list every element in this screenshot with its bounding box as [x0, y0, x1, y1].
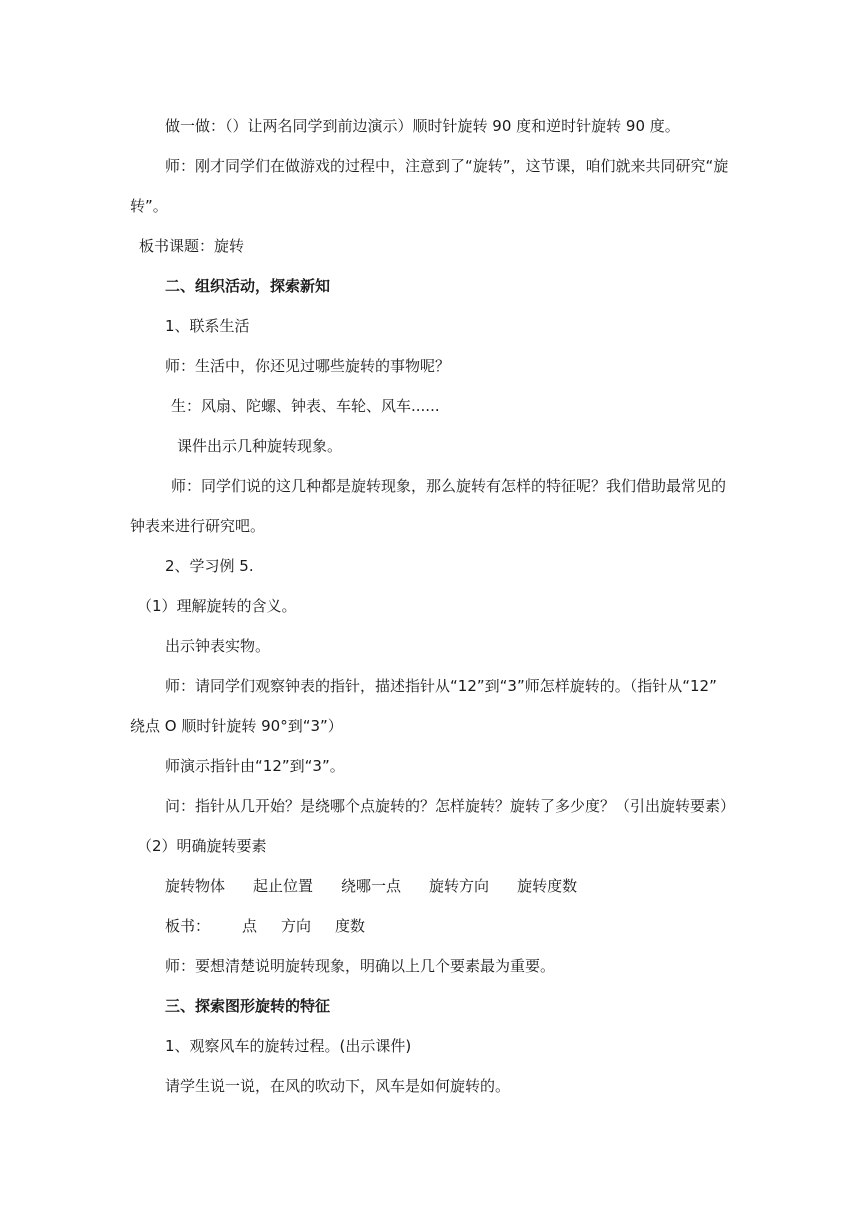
elements-row [165, 876, 577, 896]
text-line-zuoyizuo: 做一做：（）让两名同学到前边演示）顺时针旋转 90 度和逆时针旋转 90 度。 [165, 117, 680, 135]
text-line-teacher-intro-cont: 转”。 [130, 197, 168, 215]
board-item: 度数 [335, 917, 366, 935]
section-heading-2: 二、组织活动，探索新知 [165, 277, 331, 295]
element-item: 旋转方向 [429, 877, 490, 895]
text-line-teacher-features: 师：同学们说的这几种都是旋转现象，那么旋转有怎样的特征呢？我们借助最常见的 [171, 477, 727, 495]
board-row [165, 916, 365, 936]
board-item: 点 [242, 917, 258, 935]
subheading-elements: （2）明确旋转要素 [137, 837, 267, 855]
subheading-2-example: 2、学习例 5. [165, 557, 254, 575]
text-line-teacher-important: 师：要想清楚说明旋转现象，明确以上几个要素最为重要。 [165, 957, 556, 975]
text-line-teacher-question: 师：生活中，你还见过哪些旋转的事物呢？ [165, 357, 451, 375]
subheading-1-life: 1、联系生活 [165, 317, 250, 335]
element-item: 起止位置 [253, 877, 314, 895]
subheading-meaning: （1）理解旋转的含义。 [137, 597, 297, 615]
board-label: 板书： [165, 917, 211, 935]
text-line-teacher-features-cont: 钟表来进行研究吧。 [130, 517, 266, 535]
text-line-teacher-intro: 师：刚才同学们在做游戏的过程中，注意到了“旋转”，这节课，咱们就来共同研究“旋 [165, 157, 729, 175]
text-line-student-answer: 生：风扇、陀螺、钟表、车轮、风车...... [171, 397, 440, 415]
text-line-student-describe: 请学生说一说，在风的吹动下，风车是如何旋转的。 [165, 1077, 511, 1095]
element-item: 绕哪一点 [341, 877, 402, 895]
element-item: 旋转度数 [517, 877, 578, 895]
subheading-windmill: 1、观察风车的旋转过程。(出示课件) [165, 1037, 412, 1055]
text-line-teacher-demo: 师演示指针由“12”到“3”。 [165, 757, 345, 775]
text-line-show-clock: 出示钟表实物。 [165, 637, 271, 655]
text-line-teacher-observe-cont: 绕点 O 顺时针旋转 90°到“3”） [130, 717, 343, 735]
text-line-question: 问：指针从几开始？是绕哪个点旋转的？怎样旋转？旋转了多少度？（引出旋转要素） [165, 797, 736, 815]
element-item: 旋转物体 [165, 877, 226, 895]
section-heading-3: 三、探索图形旋转的特征 [165, 997, 331, 1015]
board-item: 方向 [281, 917, 312, 935]
text-line-board-title: 板书课题：旋转 [139, 237, 245, 255]
text-line-teacher-observe: 师：请同学们观察钟表的指针，描述指针从“12”到“3”师怎样旋转的。（指针从“12” [165, 677, 717, 695]
text-line-courseware: 课件出示几种旋转现象。 [177, 437, 343, 455]
